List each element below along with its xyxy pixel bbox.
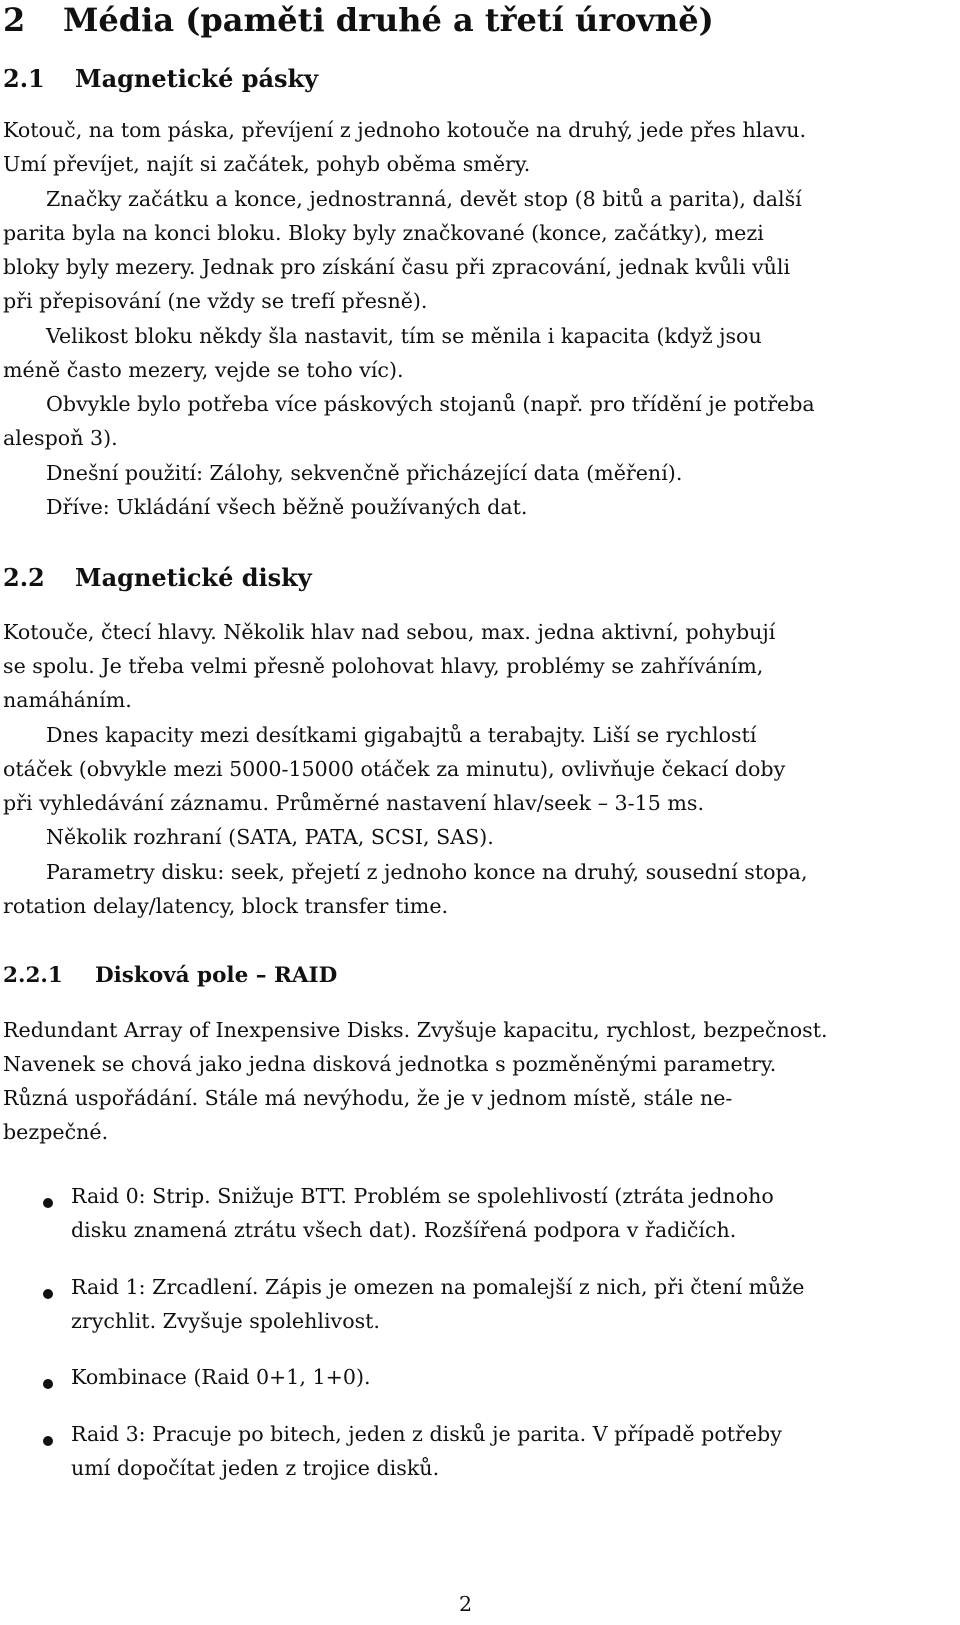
section-number: 2 xyxy=(3,1,26,39)
paragraph-line: Umí převíjet, najít si začátek, pohyb oběma směry. xyxy=(3,152,531,176)
paragraph-line: Různá uspořádání. Stále má nevýhodu, že je v jednom místě, stále ne- xyxy=(3,1086,733,1110)
subsection-title: Magnetické disky xyxy=(75,563,312,592)
paragraph-line: Dnes kapacity mezi desítkami gigabajtů a terabajty. Liší se rychlostí xyxy=(46,723,757,747)
subsubsection-heading-raid xyxy=(3,961,337,991)
paragraph-line: Velikost bloku někdy šla nastavit, tím se měnila i kapacita (když jsou xyxy=(46,324,762,348)
bullet-icon xyxy=(43,1198,53,1208)
paragraph-line: Značky začátku a konce, jednostranná, devět stop (8 bitů a parita), další xyxy=(46,187,802,211)
section-heading xyxy=(3,0,714,40)
paragraph-line: alespoň 3). xyxy=(3,426,118,450)
paragraph-line: namáháním. xyxy=(3,688,132,712)
list-item-line: Kombinace (Raid 0+1, 1+0). xyxy=(71,1365,371,1389)
paragraph-line: Redundant Array of Inexpensive Disks. Zvyšuje kapacitu, rychlost, bezpečnost. xyxy=(3,1018,828,1042)
paragraph-line: Dříve: Ukládání všech běžně používaných dat. xyxy=(46,495,528,519)
subsection-number: 2.2 xyxy=(3,563,45,592)
paragraph-line: při vyhledávání záznamu. Průměrné nastavení hlav/seek – 3-15 ms. xyxy=(3,791,705,815)
paragraph-line: se spolu. Je třeba velmi přesně polohovat hlavy, problémy se zahříváním, xyxy=(3,654,764,678)
bullet-icon xyxy=(43,1289,53,1299)
list-item-line: Raid 3: Pracuje po bitech, jeden z disků je parita. V případě potřeby xyxy=(71,1422,782,1446)
list-item-line: disku znamená ztrátu všech dat). Rozšířená podpora v řadičích. xyxy=(71,1218,737,1242)
list-item-line: zrychlit. Zvyšuje spolehlivost. xyxy=(71,1309,380,1333)
paragraph-line: otáček (obvykle mezi 5000-15000 otáček za minutu), ovlivňuje čekací doby xyxy=(3,757,786,781)
subsection-title: Magnetické pásky xyxy=(75,64,319,93)
paragraph-line: Dnešní použití: Zálohy, sekvenčně přicházející data (měření). xyxy=(46,461,683,485)
section-title: Média (paměti druhé a třetí úrovně) xyxy=(63,1,714,39)
paragraph-line: při přepisování (ne vždy se trefí přesně). xyxy=(3,289,428,313)
subsubsection-title: Disková pole – RAID xyxy=(95,963,338,988)
list-item-line: umí dopočítat jeden z trojice disků. xyxy=(71,1456,440,1480)
paragraph-line: Navenek se chová jako jedna disková jednotka s pozměněnými parametry. xyxy=(3,1052,777,1076)
paragraph-line: méně často mezery, vejde se toho víc). xyxy=(3,358,404,382)
page-number: 2 xyxy=(458,1592,473,1616)
paragraph-line: bezpečné. xyxy=(3,1120,109,1144)
paragraph-line: bloky byly mezery. Jednak pro získání času při zpracování, jednak kvůli vůli xyxy=(3,255,791,279)
paragraph-line: rotation delay/latency, block transfer time. xyxy=(3,894,449,918)
bullet-icon xyxy=(43,1436,53,1446)
list-item-line: Raid 1: Zrcadlení. Zápis je omezen na pomalejší z nich, při čtení může xyxy=(71,1275,805,1299)
paragraph-line: Parametry disku: seek, přejetí z jednoho konce na druhý, sousední stopa, xyxy=(46,860,808,884)
list-item-line: Raid 0: Strip. Snižuje BTT. Problém se spolehlivostí (ztráta jednoho xyxy=(71,1184,774,1208)
subsubsection-number: 2.2.1 xyxy=(3,963,63,988)
paragraph-line: Několik rozhraní (SATA, PATA, SCSI, SAS). xyxy=(46,825,494,849)
subsection-number: 2.1 xyxy=(3,64,45,93)
paragraph-line: Kotouč, na tom páska, převíjení z jednoho kotouče na druhý, jede přes hlavu. xyxy=(3,118,807,142)
subsection-heading-tapes xyxy=(3,64,318,94)
paragraph-line: Obvykle bylo potřeba více páskových stojanů (např. pro třídění je potřeba xyxy=(46,392,815,416)
paragraph-line: Kotouče, čtecí hlavy. Několik hlav nad sebou, max. jedna aktivní, pohybují xyxy=(3,620,776,644)
bullet-icon xyxy=(43,1379,53,1389)
paragraph-line: parita byla na konci bloku. Bloky byly značkované (konce, začátky), mezi xyxy=(3,221,764,245)
subsection-heading-disks xyxy=(3,563,312,593)
